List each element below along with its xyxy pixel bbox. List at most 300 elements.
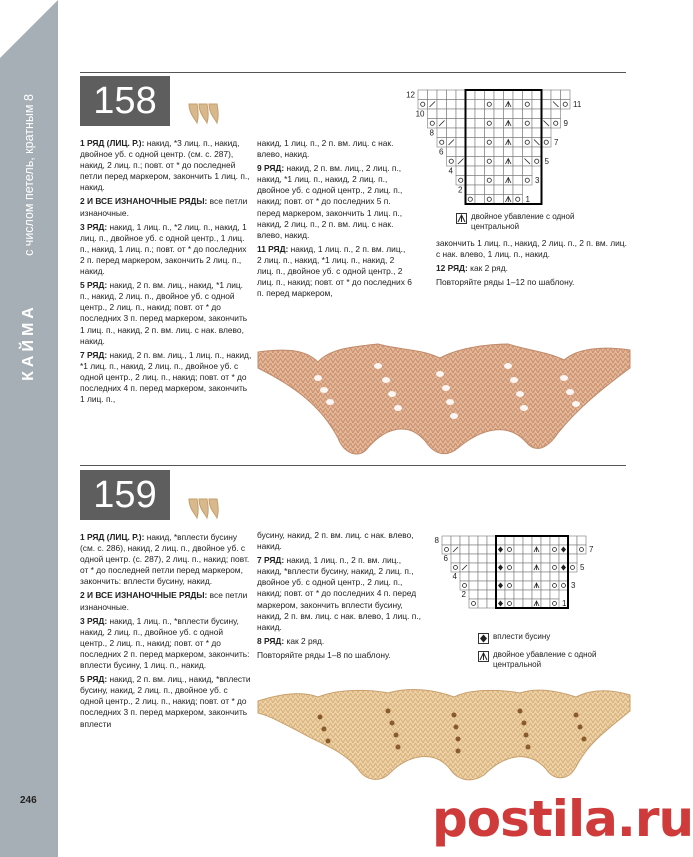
chart-cell: [523, 536, 532, 545]
chart-cell: [456, 138, 466, 148]
chart-cell: [541, 554, 550, 563]
chart-cell: [428, 90, 438, 100]
yarn-weight-icon: [186, 100, 222, 126]
instruction-paragraph: [436, 277, 628, 288]
chart-cell: [532, 590, 541, 599]
chart-cell: [475, 138, 485, 148]
row-label: 3 РЯД:: [80, 615, 108, 626]
yarn-weight-icon: [186, 495, 222, 521]
instruction-paragraph: [80, 196, 252, 218]
instructions-159-col2: [257, 530, 425, 664]
section-divider-159: [80, 465, 626, 466]
chart-row-number: 2: [458, 185, 463, 195]
row-label: 9 РЯД:: [257, 163, 285, 174]
row-text: накид, 1 лиц. п., 2 п. вм. лиц., 2 лиц. п., накид, *1 лиц. п., накид, 2 лиц. п., двойное уб. с одной центр., 2 лиц. п., накид; повт. от * до последних 6 п. перед маркером,: [257, 243, 412, 299]
chart-cell: [487, 545, 496, 554]
instruction-paragraph: [257, 555, 425, 633]
legend-159-dec-label: двойное убавление с одной центральной: [493, 650, 597, 669]
chart-cell: [505, 536, 514, 545]
chart-cell: [475, 147, 485, 157]
instruction-paragraph: [80, 350, 252, 405]
chart-cell: [418, 100, 428, 110]
watermark-logo: postila.ru: [432, 790, 693, 848]
chart-cell: [478, 563, 487, 572]
chart-cell: [494, 195, 504, 205]
chart-cell: [514, 554, 523, 563]
chart-cell: [456, 90, 466, 100]
chart-cell: [550, 554, 559, 563]
row-text: бусину, накид, 2 п. вм. лиц. с нак. влево, накид.: [257, 530, 414, 552]
chart-row-number: 3: [535, 176, 540, 186]
chart-cell: [523, 554, 532, 563]
chart-cell: [466, 195, 476, 205]
chart-cell: [532, 90, 542, 100]
instruction-paragraph: [436, 238, 628, 260]
double-decrease-icon: [478, 651, 489, 662]
chart-cell: [447, 100, 457, 110]
chart-cell: [475, 119, 485, 129]
chart-cell: [469, 599, 478, 608]
chart-cell: [466, 147, 476, 157]
instruction-paragraph: [257, 530, 425, 552]
chart-cell: [469, 572, 478, 581]
chart-cell: [494, 90, 504, 100]
chart-cell: [494, 147, 504, 157]
chart-cell: [456, 128, 466, 138]
chart-cell: [475, 128, 485, 138]
chart-cell: [559, 572, 568, 581]
chart-cell: [494, 138, 504, 148]
chart-cell: [478, 572, 487, 581]
chart-cell: [513, 138, 523, 148]
chart-row-number: 1: [562, 599, 567, 609]
chart-cell: [487, 581, 496, 590]
chart-cell: [437, 128, 447, 138]
chart-cell: [487, 572, 496, 581]
chart-cell: [460, 581, 469, 590]
chart-cell: [494, 157, 504, 167]
chart-cell: [532, 157, 542, 167]
chart-cell: [550, 572, 559, 581]
chart-cell: [437, 90, 447, 100]
chart-cell: [428, 119, 438, 129]
row-label: 7 РЯД:: [80, 349, 108, 360]
pattern-number-159: 159: [80, 470, 170, 520]
chart-cell: [513, 147, 523, 157]
chart-cell: [442, 536, 451, 545]
chart-row-number: 7: [554, 138, 559, 148]
chart-cell: [485, 138, 495, 148]
chart-cell: [559, 554, 568, 563]
row-label: 12 РЯД:: [436, 263, 468, 274]
row-text: накид, 2 п. вм. лиц., 2 лиц. п., накид, *1 лиц. п., накид, 2 лиц. п., двойное уб. с одной центр., 2 лиц. п., накид; повт. от * до последних 5 п. перед маркером, закончить 1 лиц. п., накид, 2 лиц. п., 2 п. вм. лиц. с нак. влево, накид.: [257, 163, 403, 240]
knitting-chart-159: [428, 534, 628, 614]
chart-cell: [460, 554, 469, 563]
chart-cell: [532, 147, 542, 157]
chart-cell: [469, 563, 478, 572]
row-text: накид, 1 лиц. п., *2 лиц. п., накид, 1 лиц. п., двойное уб. с одной центр., 1 лиц. п., накид, 1 лиц. п.; повт. от * до последних 2 п. перед маркером, закончить 2 лиц. п., накид.: [80, 221, 247, 277]
instructions-158-col3: [436, 238, 628, 291]
row-label: 7 РЯД:: [257, 555, 285, 566]
chart-cell: [447, 119, 457, 129]
chart-cell: [542, 138, 552, 148]
chart-cell: [475, 157, 485, 167]
chart-row-number: 3: [571, 581, 576, 591]
chart-cell: [469, 545, 478, 554]
chart-cell: [437, 100, 447, 110]
chart-cell: [505, 554, 514, 563]
legend-159-bead-label: вплести бусину: [493, 632, 551, 641]
row-text: все петли изнаночные.: [80, 196, 248, 218]
chart-cell: [475, 185, 485, 195]
instructions-158-col1: [80, 138, 252, 408]
chart-cell: [561, 90, 571, 100]
chart-row-number: 6: [439, 147, 444, 157]
chart-cell: [485, 100, 495, 110]
chart-cell: [478, 590, 487, 599]
chart-cell: [447, 90, 457, 100]
chart-cell: [485, 157, 495, 167]
chart-cell: [494, 100, 504, 110]
chart-cell: [437, 109, 447, 119]
chart-cell: [523, 100, 533, 110]
chart-cell: [466, 185, 476, 195]
instruction-paragraph: [436, 263, 628, 274]
chart-cell: [513, 128, 523, 138]
instruction-paragraph: [80, 674, 252, 729]
chart-cell: [514, 599, 523, 608]
sidebar-subtitle: с числом петель, кратным 8: [22, 94, 36, 256]
chart-cell: [523, 581, 532, 590]
chart-row-number: 7: [589, 545, 594, 555]
chart-cell: [478, 536, 487, 545]
row-label: 1 РЯД (ЛИЦ. Р.):: [80, 532, 145, 542]
chart-cell: [551, 119, 561, 129]
chart-cell: [532, 128, 542, 138]
row-text: накид, *3 лиц. п., накид, двойное уб. с одной центр. (см. с. 287), накид, 2 лиц. п.; повт. от * до последней петли перед маркером, закончить 1 лиц. п., накид.: [80, 138, 250, 193]
row-text: все петли изнаночные.: [80, 590, 248, 612]
chart-cell: [513, 119, 523, 129]
chart-cell: [469, 581, 478, 590]
chart-row-number: 10: [415, 109, 425, 119]
chart-row-number: 9: [563, 119, 568, 129]
chart-cell: [551, 109, 561, 119]
chart-row-number: 4: [448, 166, 453, 176]
chart-row-number: 8: [429, 128, 434, 138]
chart-cell: [469, 590, 478, 599]
sidebar: [0, 0, 58, 857]
chart-cell: [456, 147, 466, 157]
chart-cell: [469, 536, 478, 545]
chart-cell: [487, 536, 496, 545]
chart-cell: [485, 176, 495, 186]
chart-cell: [456, 100, 466, 110]
chart-cell: [475, 109, 485, 119]
row-label: 2 И ВСЕ ИЗНАНОЧНЫЕ РЯДЫ:: [80, 196, 208, 207]
chart-cell: [514, 545, 523, 554]
legend-159-decrease: [478, 650, 628, 670]
chart-cell: [447, 157, 457, 167]
row-text: накид, 2 п. вм. лиц., накид, *вплести бусину, накид, 2 лиц. п., двойное уб. с одной центр., 2 лиц. п., накид; повт. от * до последних 3 п. перед маркером, закончить вплести: [80, 674, 251, 729]
chart-cell: [504, 90, 514, 100]
chart-cell: [496, 572, 505, 581]
chart-cell: [505, 599, 514, 608]
chart-cell: [513, 195, 523, 205]
chart-cell: [504, 166, 514, 176]
row-label: 1 РЯД (ЛИЦ. Р.):: [80, 138, 145, 148]
instruction-paragraph: [257, 138, 412, 160]
chart-cell: [504, 109, 514, 119]
chart-row-number: 6: [443, 554, 448, 564]
chart-cell: [550, 599, 559, 608]
row-label: 3 РЯД:: [80, 221, 108, 232]
chart-cell: [442, 545, 451, 554]
chart-cell: [494, 185, 504, 195]
chart-cell: [523, 119, 533, 129]
chart-cell: [559, 581, 568, 590]
chart-cell: [437, 138, 447, 148]
chart-cell: [513, 100, 523, 110]
instruction-paragraph: [257, 650, 425, 661]
instruction-paragraph: [80, 590, 252, 612]
instruction-paragraph: [80, 222, 252, 277]
chart-cell: [504, 128, 514, 138]
chart-cell: [418, 90, 428, 100]
chart-cell: [523, 90, 533, 100]
chart-cell: [496, 536, 505, 545]
chart-cell: [550, 536, 559, 545]
chart-cell: [466, 119, 476, 129]
row-label: 5 РЯД:: [80, 674, 108, 685]
page-number: 246: [20, 795, 37, 806]
instruction-paragraph: [80, 532, 252, 587]
chart-cell: [568, 563, 577, 572]
chart-cell: [523, 109, 533, 119]
chart-cell: [469, 554, 478, 563]
chart-cell: [514, 563, 523, 572]
chart-cell: [523, 572, 532, 581]
chart-158-grid: [398, 88, 628, 208]
row-text: Повторяйте ряды 1–12 по шаблону.: [436, 277, 575, 288]
chart-cell: [478, 581, 487, 590]
chart-cell: [478, 545, 487, 554]
chart-cell: [523, 147, 533, 157]
chart-cell: [523, 590, 532, 599]
chart-cell: [485, 90, 495, 100]
chart-cell: [568, 536, 577, 545]
chart-cell: [447, 109, 457, 119]
row-text: накид, *вплести бусину (см. с. 286), накид, 2 лиц. п., двойное уб. с одной центр. (с. 287), 2 лиц. п., накид; повт. от * до последней петли перед маркером, закончить: вплести бусину, накид.: [80, 532, 250, 587]
chart-cell: [551, 90, 561, 100]
chart-cell: [505, 563, 514, 572]
section-divider-158: [80, 72, 626, 73]
chart-cell: [496, 554, 505, 563]
legend-158-decrease: [456, 212, 626, 232]
chart-cell: [494, 119, 504, 129]
chart-cell: [523, 563, 532, 572]
chart-cell: [456, 119, 466, 129]
chart-cell: [494, 166, 504, 176]
chart-cell: [456, 176, 466, 186]
chart-cell: [466, 138, 476, 148]
chart-cell: [487, 590, 496, 599]
chart-cell: [541, 563, 550, 572]
row-text: накид, 1 лиц. п., 2 п. вм. лиц., накид, *вплести бусину, накид, 2 лиц. п., двойное уб. с одной центр., 2 лиц. п., накид; повт. от * до последних 4 п. перед маркером, закончить вплести бусину, накид, 2 п. вм. лиц. с нак. влево, 1 лиц. п., накид.: [257, 555, 421, 632]
chart-cell: [456, 166, 466, 176]
chart-cell: [505, 590, 514, 599]
chart-cell: [532, 572, 541, 581]
chart-cell: [541, 590, 550, 599]
instruction-paragraph: [80, 280, 252, 347]
instruction-paragraph: [257, 636, 425, 647]
chart-cell: [478, 599, 487, 608]
knitting-chart-158: [398, 88, 628, 208]
chart-cell: [447, 128, 457, 138]
chart-cell: [451, 563, 460, 572]
chart-cell: [532, 100, 542, 110]
chart-cell: [460, 572, 469, 581]
chart-cell: [568, 554, 577, 563]
chart-cell: [504, 147, 514, 157]
chart-cell: [485, 185, 495, 195]
chart-cell: [541, 599, 550, 608]
chart-cell: [466, 100, 476, 110]
chart-cell: [466, 157, 476, 167]
chart-cell: [514, 581, 523, 590]
row-text: накид, 1 лиц. п., 2 п. вм. лиц. с нак. влево, накид.: [257, 138, 394, 160]
chart-cell: [475, 195, 485, 205]
instructions-159-col1: [80, 532, 252, 733]
chart-cell: [466, 128, 476, 138]
instruction-paragraph: [257, 244, 412, 299]
chart-cell: [550, 563, 559, 572]
chart-cell: [532, 119, 542, 129]
chart-cell: [475, 176, 485, 186]
chart-cell: [523, 138, 533, 148]
chart-row-number: 5: [580, 563, 585, 573]
chart-cell: [466, 109, 476, 119]
chart-cell: [568, 545, 577, 554]
chart-cell: [513, 109, 523, 119]
row-label: 5 РЯД:: [80, 280, 108, 291]
instructions-158-col2: [257, 138, 412, 302]
chart-cell: [485, 166, 495, 176]
legend-159-bead: [478, 632, 628, 644]
chart-cell: [541, 581, 550, 590]
sidebar-title: КАЙМА: [20, 303, 37, 381]
chart-cell: [550, 545, 559, 554]
chart-cell: [451, 554, 460, 563]
row-label: 2 И ВСЕ ИЗНАНОЧНЫЕ РЯДЫ:: [80, 590, 208, 601]
chart-row-number: 11: [573, 100, 582, 110]
row-label: 11 РЯД:: [257, 243, 289, 254]
bead-icon: [478, 633, 489, 644]
double-decrease-icon: [456, 213, 467, 224]
chart-cell: [478, 554, 487, 563]
chart-cell: [559, 536, 568, 545]
chart-cell: [542, 100, 552, 110]
chart-cell: [475, 90, 485, 100]
chart-cell: [487, 599, 496, 608]
chart-cell: [505, 545, 514, 554]
chart-cell: [532, 536, 541, 545]
row-label: 8 РЯД:: [257, 635, 285, 646]
chart-cell: [494, 109, 504, 119]
chart-cell: [541, 545, 550, 554]
chart-cell: [541, 536, 550, 545]
instruction-paragraph: [80, 138, 252, 193]
chart-cell: [513, 166, 523, 176]
instruction-paragraph: [80, 616, 252, 671]
chart-row-number: 2: [461, 590, 466, 600]
chart-row-number: 12: [406, 90, 415, 100]
chart-cell: [523, 599, 532, 608]
pattern-number-158: 158: [80, 76, 170, 126]
chart-cell: [466, 90, 476, 100]
chart-row-number: 8: [434, 536, 439, 546]
row-text: накид, 1 лиц. п., *вплести бусину, накид, 2 лиц. п., двойное уб. с одной центр., 2 лиц. п., накид; повт. от * до последних 2 п. перед маркером, закончить: вплести бусину, 1 лиц. п., накид.: [80, 615, 250, 671]
chart-cell: [513, 157, 523, 167]
swatch-photo-158: [258, 338, 630, 458]
chart-cell: [485, 109, 495, 119]
chart-cell: [460, 536, 469, 545]
chart-cell: [466, 176, 476, 186]
chart-cell: [577, 536, 586, 545]
chart-cell: [485, 147, 495, 157]
chart-cell: [460, 545, 469, 554]
row-text: закончить 1 лиц. п., накид, 2 лиц. п., 2 п. вм. лиц. с нак. влево, 1 лиц. п., накид.: [436, 238, 627, 260]
chart-cell: [475, 100, 485, 110]
chart-cell: [513, 90, 523, 100]
chart-cell: [496, 590, 505, 599]
chart-cell: [542, 109, 552, 119]
chart-159-grid: [428, 534, 628, 614]
chart-cell: [456, 109, 466, 119]
chart-cell: [577, 545, 586, 554]
chart-cell: [550, 590, 559, 599]
chart-cell: [523, 545, 532, 554]
chart-cell: [523, 176, 533, 186]
chart-cell: [485, 119, 495, 129]
chart-cell: [532, 109, 542, 119]
instruction-paragraph: [257, 163, 412, 241]
row-text: накид, 2 п. вм. лиц., 1 лиц. п., накид, *1 лиц. п., накид, 2 лиц. п., двойное уб. с одной центр., 2 лиц. п., накид; повт. от * до последних 4 п. перед маркером, закончить 1 лиц. п.,: [80, 349, 252, 405]
chart-cell: [514, 572, 523, 581]
chart-cell: [561, 100, 571, 110]
swatch-photo-159: [258, 683, 630, 783]
chart-cell: [505, 581, 514, 590]
chart-cell: [542, 90, 552, 100]
chart-cell: [550, 581, 559, 590]
row-text: Повторяйте ряды 1–8 по шаблону.: [257, 649, 391, 660]
chart-row-number: 4: [452, 572, 457, 582]
chart-cell: [485, 128, 495, 138]
chart-cell: [487, 563, 496, 572]
chart-row-number: 5: [544, 157, 549, 167]
chart-cell: [504, 185, 514, 195]
chart-cell: [513, 185, 523, 195]
chart-cell: [466, 166, 476, 176]
row-text: как 2 ряд.: [467, 263, 508, 274]
chart-cell: [514, 590, 523, 599]
chart-cell: [542, 128, 552, 138]
chart-cell: [523, 166, 533, 176]
chart-row-number: 1: [525, 195, 530, 205]
chart-cell: [541, 572, 550, 581]
chart-cell: [494, 128, 504, 138]
row-text: накид, 2 п. вм. лиц., накид, *1 лиц. п., накид, 2 лиц. п., двойное уб. с одной центр., 2 лиц. п., накид; повт. от * до последних 3 п. перед маркером, закончить 1 лиц. п., накид, 2 п. вм. лиц. с нак. влево, накид.: [80, 280, 248, 346]
chart-cell: [485, 195, 495, 205]
